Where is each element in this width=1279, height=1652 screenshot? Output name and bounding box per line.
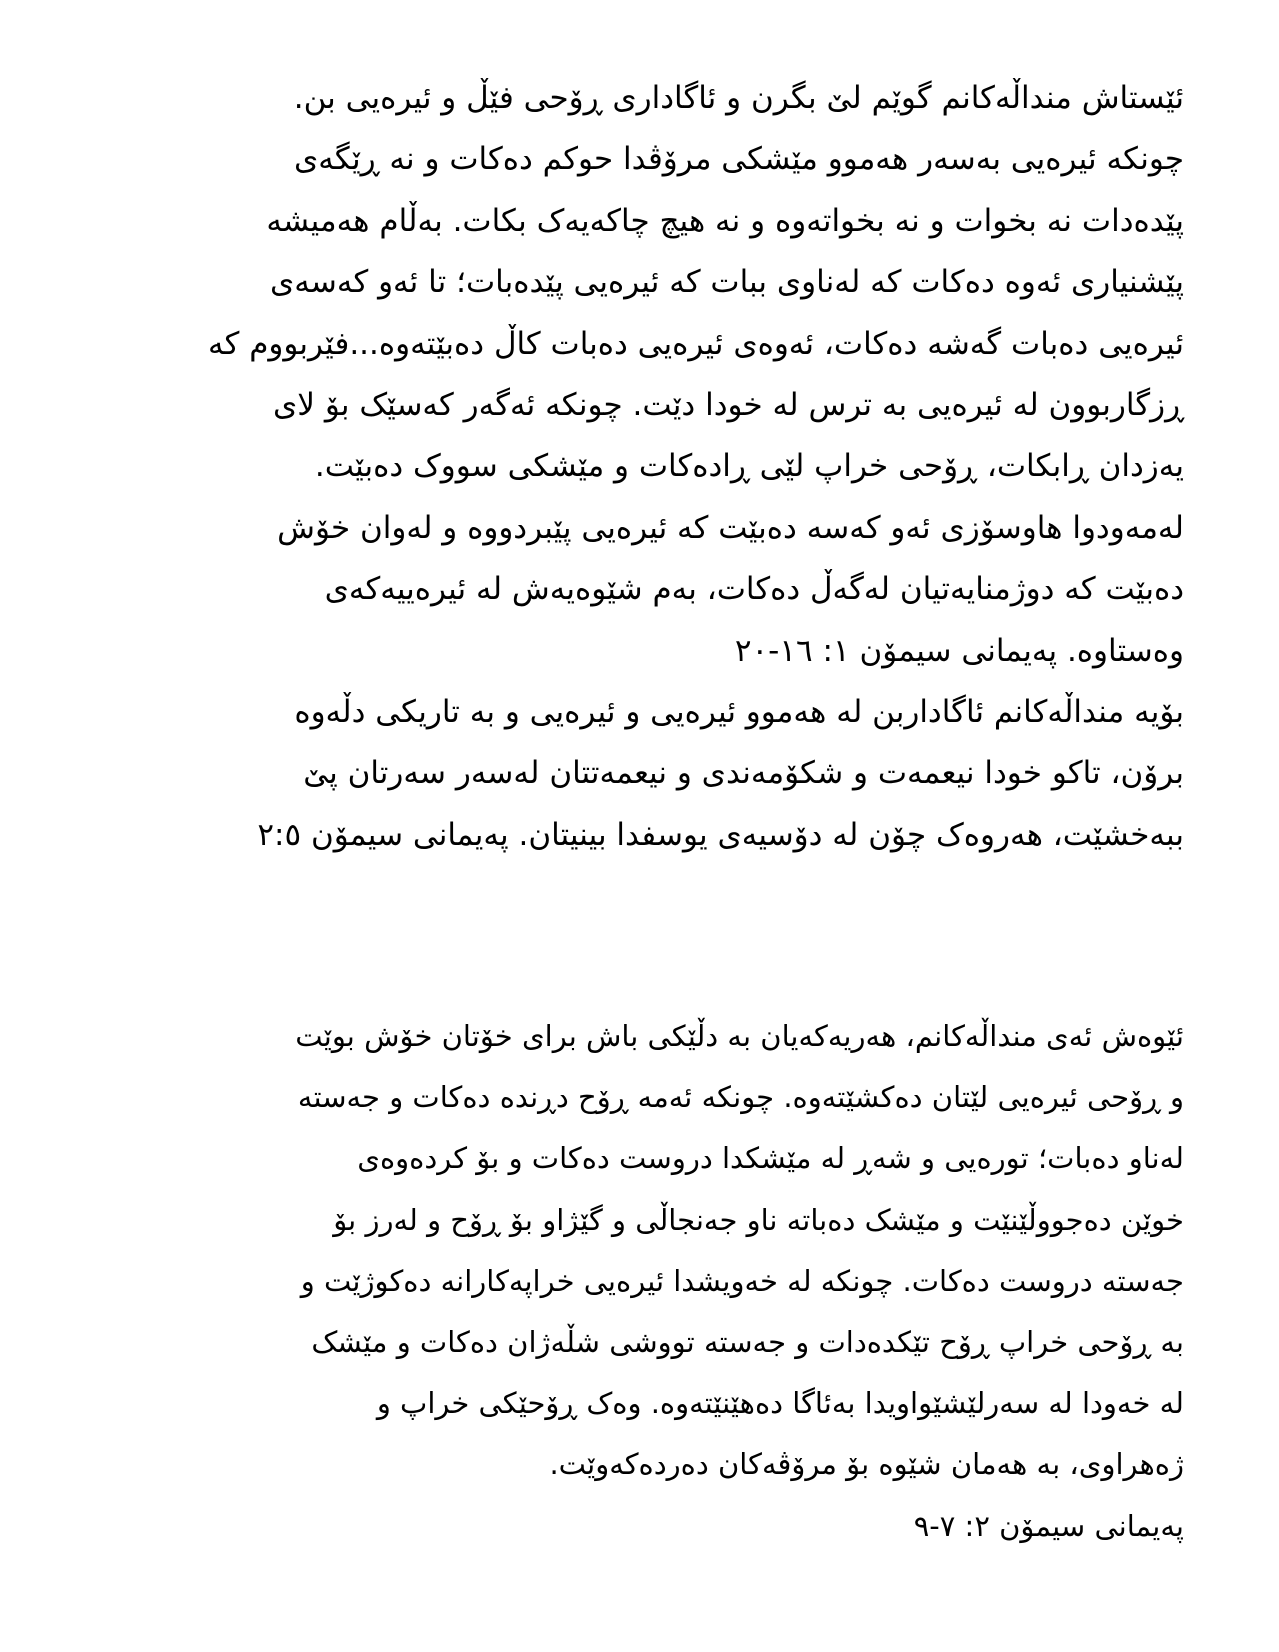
- text-line: دەبێت کە دوژمنایەتیان لەگەڵ دەکات، بەم شێوەیەش لە ئیرەییەکەی: [324, 571, 1184, 608]
- text-line: یەزدان ڕابکات، ڕۆحی خراپ لێی ڕادەکات و مێشکی سووک دەبێت.: [314, 448, 1184, 485]
- verse-reference-2: ببەخشێت، هەروەک چۆن لە دۆسیەی یوسفدا بینیتان. پەیمانی سیمۆن ٢:٥: [257, 816, 1184, 853]
- paragraph-2: [86, 1006, 1184, 1557]
- verse-reference-1: وەستاوە. پەیمانی سیمۆن ١: ١٦-٢٠: [734, 632, 1184, 669]
- text-line: پێدەدات نە بخوات و نە بخواتەوە و نە هیچ چاکەیەک بکات. بەڵام هەمیشە: [266, 202, 1184, 239]
- text-line: ئیرەیی دەبات گەشە دەکات، ئەوەی ئیرەیی دەبات کاڵ دەبێتەوە...فێربووم کە: [208, 325, 1184, 362]
- verse-reference-3: پەیمانی سیمۆن ٢: ٧-٩: [913, 1508, 1184, 1543]
- text-line: ئێوەش ئەی منداڵەکانم، هەریەکەیان بە دڵێکی باش برای خۆتان خۆش بوێت: [295, 1019, 1184, 1053]
- text-line: لەناو دەبات؛ تورەیی و شەڕ لە مێشکدا دروست دەکات و بۆ کردەوەی: [357, 1141, 1184, 1176]
- text-line: ڕزگاربوون لە ئیرەیی بە ترس لە خودا دێت. چونکە ئەگەر کەسێک بۆ لای: [273, 387, 1184, 424]
- text-line: لە خەودا لە سەرلێشێواویدا بەئاگا دەهێنێتەوە. وەک ڕۆحێکی خراپ و: [376, 1386, 1184, 1421]
- text-line: پێشنیاری ئەوە دەکات کە لەناوی ببات کە ئیرەیی پێدەبات؛ تا ئەو کەسەی: [270, 264, 1184, 301]
- text-line: جەستە دروست دەکات. چونکە لە خەویشدا ئیرەیی خراپەکارانە دەکوژێت و: [300, 1263, 1184, 1298]
- text-line: خوێن دەجووڵێنێت و مێشک دەباتە ناو جەنجاڵی و گێژاو بۆ ڕۆح و لەرز بۆ: [333, 1202, 1184, 1237]
- text-line: چونکە ئیرەیی بەسەر هەموو مێشکی مرۆڤدا حوکم دەکات و نە ڕێگەی: [294, 141, 1184, 178]
- text-line: بۆیە منداڵەکانم ئاگاداربن لە هەموو ئیرەیی و ئیرەیی و بە تاریکی دڵەوە: [294, 694, 1184, 731]
- text-line: ئێستاش منداڵەکانم گوێم لێ بگرن و ئاگاداری ڕۆحی فێڵ و ئیرەیی بن.: [293, 80, 1184, 116]
- text-line: ژەهراوی، بە هەمان شێوە بۆ مرۆڤەکان دەردەکەوێت.: [549, 1447, 1184, 1482]
- text-line: بە ڕۆحی خراپ ڕۆح تێکدەدات و جەستە تووشی شڵەژان دەکات و مێشک: [311, 1325, 1184, 1360]
- text-line: برۆن، تاکو خودا نیعمەت و شکۆمەندی و نیعمەتتان لەسەر سەرتان پێ: [303, 755, 1184, 792]
- text-line: و ڕۆحی ئیرەیی لێتان دەکشێتەوە. چونکە ئەمە ڕۆح دڕندە دەکات و جەستە: [297, 1080, 1184, 1115]
- text-line: لەمەودوا هاوسۆزی ئەو کەسە دەبێت کە ئیرەیی پێبردووە و لەوان خۆش: [277, 509, 1184, 546]
- paragraph-1: [86, 68, 1184, 866]
